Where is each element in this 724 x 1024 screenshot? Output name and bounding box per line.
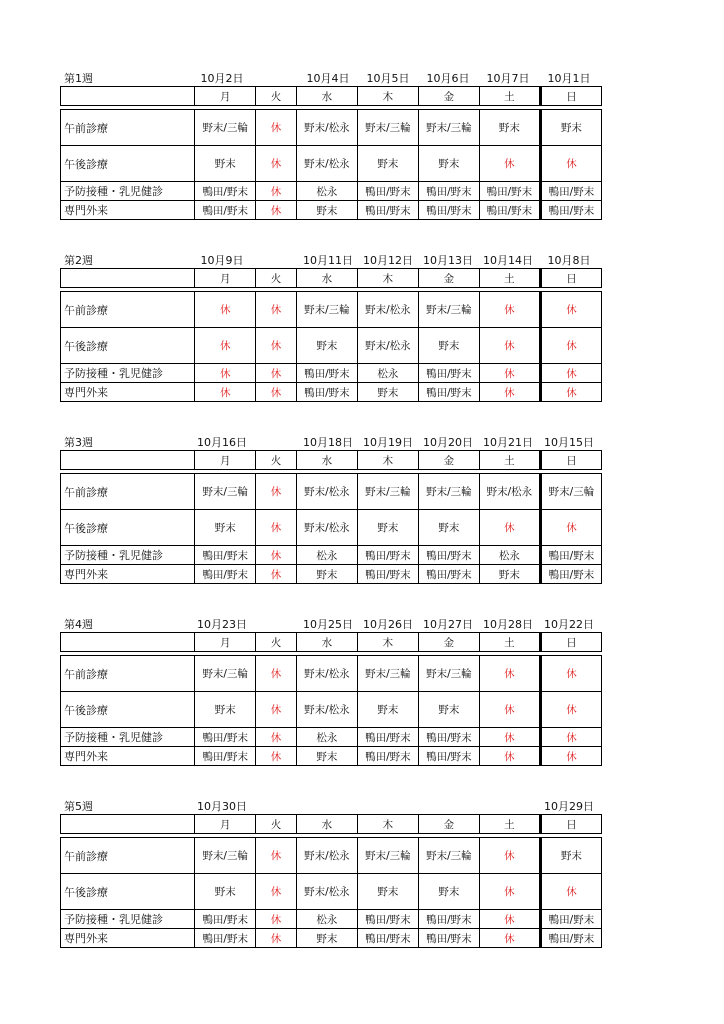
schedule-row	[61, 656, 602, 692]
date-label: 10月13日	[423, 254, 473, 267]
schedule-table	[60, 814, 602, 948]
closed-cell: 休	[256, 292, 297, 328]
closed-cell: 休	[540, 292, 601, 328]
doctor-cell: 野末/松永	[296, 110, 357, 146]
doctor-cell: 鴨田/野末	[540, 182, 601, 201]
doctor-cell: 鴨田/野末	[195, 201, 256, 220]
doctor-cell: 野末	[418, 692, 479, 728]
schedule-row	[61, 474, 602, 510]
doctor-cell: 野末	[195, 146, 256, 182]
closed-cell: 休	[256, 565, 297, 584]
date-label: 10月7日	[486, 72, 530, 85]
closed-cell: 休	[479, 874, 540, 910]
doctor-cell: 松永	[357, 364, 418, 383]
week-block	[60, 250, 602, 402]
doctor-cell: 野末	[357, 692, 418, 728]
doctor-cell: 鴨田/野末	[540, 565, 601, 584]
closed-cell: 休	[256, 182, 297, 201]
schedule-row	[61, 910, 602, 929]
day-header: 土	[479, 87, 540, 106]
schedule-row	[61, 565, 602, 584]
closed-cell: 休	[195, 383, 256, 402]
day-header: 日	[540, 633, 601, 652]
doctor-cell: 野末	[418, 328, 479, 364]
row-label: 専門外来	[61, 747, 195, 766]
doctor-cell: 野末/松永	[357, 328, 418, 364]
doctor-cell: 鴨田/野末	[418, 364, 479, 383]
closed-cell: 休	[195, 328, 256, 364]
closed-cell: 休	[256, 692, 297, 728]
doctor-cell: 鴨田/野末	[195, 565, 256, 584]
date-label: 10月27日	[423, 618, 473, 631]
date-label: 10月26日	[363, 618, 413, 631]
closed-cell: 休	[256, 910, 297, 929]
doctor-cell: 鴨田/野末	[195, 929, 256, 948]
schedule-table	[60, 86, 602, 220]
doctor-cell: 鴨田/野末	[418, 728, 479, 747]
doctor-cell: 野末	[296, 328, 357, 364]
closed-cell: 休	[540, 364, 601, 383]
date-label: 10月1日	[547, 72, 591, 85]
doctor-cell: 野末/三輪	[418, 656, 479, 692]
day-header: 木	[357, 269, 418, 288]
day-header: 水	[296, 87, 357, 106]
date-label: 10月15日	[544, 436, 594, 449]
schedule-row	[61, 146, 602, 182]
schedule-row	[61, 182, 602, 201]
doctor-cell: 野末/松永	[296, 838, 357, 874]
closed-cell: 休	[479, 292, 540, 328]
doctor-cell: 鴨田/野末	[296, 364, 357, 383]
doctor-cell: 鴨田/野末	[540, 546, 601, 565]
closed-cell: 休	[256, 838, 297, 874]
doctor-cell: 野末	[357, 874, 418, 910]
day-header: 月	[195, 633, 256, 652]
doctor-cell: 野末	[540, 110, 601, 146]
day-header: 木	[357, 451, 418, 470]
schedule-table	[60, 450, 602, 584]
doctor-cell: 野末/三輪	[357, 838, 418, 874]
closed-cell: 休	[256, 747, 297, 766]
doctor-cell: 鴨田/野末	[418, 565, 479, 584]
doctor-cell: 鴨田/野末	[540, 201, 601, 220]
week-block	[60, 68, 602, 220]
week-block	[60, 432, 602, 584]
day-header: 日	[540, 87, 601, 106]
date-label: 10月22日	[544, 618, 594, 631]
date-row	[60, 432, 602, 450]
date-row	[60, 250, 602, 268]
schedule-row	[61, 838, 602, 874]
doctor-cell: 鴨田/野末	[357, 910, 418, 929]
schedule-row	[61, 874, 602, 910]
doctor-cell: 鴨田/野末	[418, 383, 479, 402]
date-label: 10月9日	[200, 254, 244, 267]
doctor-cell: 野末	[296, 929, 357, 948]
date-label: 10月30日	[197, 800, 247, 813]
closed-cell: 休	[256, 328, 297, 364]
date-label: 10月8日	[547, 254, 591, 267]
closed-cell: 休	[479, 383, 540, 402]
doctor-cell: 鴨田/野末	[418, 929, 479, 948]
doctor-cell: 鴨田/野末	[296, 383, 357, 402]
date-label: 10月18日	[303, 436, 353, 449]
doctor-cell: 鴨田/野末	[357, 182, 418, 201]
doctor-cell: 鴨田/野末	[357, 747, 418, 766]
doctor-cell: 野末/三輪	[195, 474, 256, 510]
row-label: 予防接種・乳児健診	[61, 546, 195, 565]
closed-cell: 休	[479, 910, 540, 929]
doctor-cell: 野末	[479, 565, 540, 584]
row-label: 予防接種・乳児健診	[61, 182, 195, 201]
date-label: 10月25日	[303, 618, 353, 631]
doctor-cell: 野末	[418, 874, 479, 910]
doctor-cell: 鴨田/野末	[418, 910, 479, 929]
doctor-cell: 松永	[296, 546, 357, 565]
schedule-row	[61, 292, 602, 328]
doctor-cell: 野末	[195, 874, 256, 910]
doctor-cell: 野末/松永	[296, 146, 357, 182]
day-header: 火	[256, 269, 297, 288]
doctor-cell: 鴨田/野末	[195, 747, 256, 766]
doctor-cell: 野末	[357, 383, 418, 402]
doctor-cell: 野末/松永	[357, 292, 418, 328]
row-label: 午前診療	[61, 292, 195, 328]
week-label: 第1週	[64, 72, 93, 85]
week-label: 第3週	[64, 436, 93, 449]
closed-cell: 休	[256, 364, 297, 383]
day-header: 火	[256, 815, 297, 834]
schedule-row	[61, 728, 602, 747]
doctor-cell: 松永	[479, 546, 540, 565]
closed-cell: 休	[195, 292, 256, 328]
closed-cell: 休	[479, 747, 540, 766]
doctor-cell: 野末/松永	[296, 474, 357, 510]
doctor-cell: 野末	[296, 201, 357, 220]
doctor-cell: 鴨田/野末	[540, 910, 601, 929]
date-label: 10月16日	[197, 436, 247, 449]
date-label: 10月12日	[363, 254, 413, 267]
week-label: 第5週	[64, 800, 93, 813]
date-label: 10月11日	[303, 254, 353, 267]
doctor-cell: 鴨田/野末	[540, 929, 601, 948]
closed-cell: 休	[195, 364, 256, 383]
closed-cell: 休	[479, 929, 540, 948]
day-header: 火	[256, 87, 297, 106]
closed-cell: 休	[256, 383, 297, 402]
day-header: 日	[540, 451, 601, 470]
day-header: 月	[195, 269, 256, 288]
day-header-row	[61, 451, 602, 470]
day-header: 日	[540, 269, 601, 288]
day-header: 月	[195, 815, 256, 834]
schedule-row	[61, 546, 602, 565]
row-label: 午後診療	[61, 510, 195, 546]
doctor-cell: 野末	[418, 510, 479, 546]
day-header: 月	[195, 451, 256, 470]
doctor-cell: 野末/三輪	[418, 110, 479, 146]
schedule-row	[61, 747, 602, 766]
doctor-cell: 野末/松永	[479, 474, 540, 510]
doctor-cell: 鴨田/野末	[418, 201, 479, 220]
doctor-cell: 松永	[296, 728, 357, 747]
closed-cell: 休	[479, 692, 540, 728]
week-block	[60, 614, 602, 766]
closed-cell: 休	[256, 874, 297, 910]
day-header-row	[61, 87, 602, 106]
doctor-cell: 鴨田/野末	[357, 929, 418, 948]
doctor-cell: 野末	[357, 510, 418, 546]
date-label: 10月29日	[544, 800, 594, 813]
doctor-cell: 松永	[296, 910, 357, 929]
closed-cell: 休	[540, 146, 601, 182]
doctor-cell: 野末	[479, 110, 540, 146]
closed-cell: 休	[540, 692, 601, 728]
doctor-cell: 鴨田/野末	[357, 201, 418, 220]
closed-cell: 休	[256, 201, 297, 220]
header-corner	[61, 87, 195, 106]
row-label: 午前診療	[61, 474, 195, 510]
closed-cell: 休	[540, 747, 601, 766]
doctor-cell: 野末/三輪	[296, 292, 357, 328]
day-header: 水	[296, 269, 357, 288]
closed-cell: 休	[540, 510, 601, 546]
closed-cell: 休	[256, 929, 297, 948]
closed-cell: 休	[256, 146, 297, 182]
day-header: 金	[418, 633, 479, 652]
day-header: 金	[418, 87, 479, 106]
date-label: 10月2日	[200, 72, 244, 85]
date-label: 10月19日	[363, 436, 413, 449]
date-row	[60, 68, 602, 86]
closed-cell: 休	[256, 510, 297, 546]
closed-cell: 休	[479, 146, 540, 182]
date-label: 10月5日	[366, 72, 410, 85]
schedule-row	[61, 929, 602, 948]
date-row	[60, 796, 602, 814]
closed-cell: 休	[479, 838, 540, 874]
doctor-cell: 野末	[418, 146, 479, 182]
date-label: 10月4日	[306, 72, 350, 85]
day-header: 水	[296, 451, 357, 470]
schedule-table	[60, 632, 602, 766]
day-header-row	[61, 269, 602, 288]
day-header: 月	[195, 87, 256, 106]
day-header: 木	[357, 815, 418, 834]
schedule-row	[61, 201, 602, 220]
schedule-row	[61, 110, 602, 146]
row-label: 専門外来	[61, 929, 195, 948]
date-label: 10月20日	[423, 436, 473, 449]
closed-cell: 休	[256, 728, 297, 747]
row-label: 午前診療	[61, 656, 195, 692]
date-label: 10月28日	[483, 618, 533, 631]
schedule-row	[61, 383, 602, 402]
doctor-cell: 野末	[195, 692, 256, 728]
row-label: 午後診療	[61, 874, 195, 910]
week-label: 第4週	[64, 618, 93, 631]
day-header: 水	[296, 815, 357, 834]
day-header: 金	[418, 269, 479, 288]
header-corner	[61, 269, 195, 288]
doctor-cell: 野末	[540, 838, 601, 874]
closed-cell: 休	[479, 728, 540, 747]
day-header: 木	[357, 633, 418, 652]
doctor-cell: 鴨田/野末	[195, 546, 256, 565]
closed-cell: 休	[479, 510, 540, 546]
week-block	[60, 796, 602, 948]
doctor-cell: 野末	[296, 747, 357, 766]
schedule-row	[61, 510, 602, 546]
day-header: 火	[256, 633, 297, 652]
closed-cell: 休	[540, 328, 601, 364]
header-corner	[61, 815, 195, 834]
doctor-cell: 野末	[357, 146, 418, 182]
date-label: 10月21日	[483, 436, 533, 449]
doctor-cell: 野末/三輪	[418, 838, 479, 874]
doctor-cell: 野末/松永	[296, 692, 357, 728]
row-label: 午後診療	[61, 328, 195, 364]
closed-cell: 休	[540, 728, 601, 747]
day-header: 金	[418, 451, 479, 470]
day-header: 木	[357, 87, 418, 106]
doctor-cell: 野末/三輪	[357, 656, 418, 692]
row-label: 専門外来	[61, 201, 195, 220]
closed-cell: 休	[256, 656, 297, 692]
doctor-cell: 野末/松永	[296, 656, 357, 692]
day-header: 土	[479, 269, 540, 288]
closed-cell: 休	[256, 546, 297, 565]
day-header: 火	[256, 451, 297, 470]
day-header: 金	[418, 815, 479, 834]
row-label: 予防接種・乳児健診	[61, 364, 195, 383]
schedule-row	[61, 364, 602, 383]
row-label: 専門外来	[61, 383, 195, 402]
doctor-cell: 野末/三輪	[195, 110, 256, 146]
header-corner	[61, 633, 195, 652]
row-label: 午後診療	[61, 692, 195, 728]
doctor-cell: 鴨田/野末	[418, 546, 479, 565]
doctor-cell: 野末/三輪	[195, 656, 256, 692]
row-label: 専門外来	[61, 565, 195, 584]
day-header-row	[61, 815, 602, 834]
date-label: 10月6日	[426, 72, 470, 85]
day-header: 土	[479, 815, 540, 834]
doctor-cell: 鴨田/野末	[195, 182, 256, 201]
row-label: 午後診療	[61, 146, 195, 182]
doctor-cell: 鴨田/野末	[479, 201, 540, 220]
doctor-cell: 鴨田/野末	[195, 910, 256, 929]
doctor-cell: 野末/松永	[296, 874, 357, 910]
day-header: 土	[479, 633, 540, 652]
date-row	[60, 614, 602, 632]
doctor-cell: 野末	[195, 510, 256, 546]
closed-cell: 休	[540, 383, 601, 402]
row-label: 予防接種・乳児健診	[61, 728, 195, 747]
doctor-cell: 野末/三輪	[357, 110, 418, 146]
doctor-cell: 松永	[296, 182, 357, 201]
doctor-cell: 鴨田/野末	[357, 728, 418, 747]
closed-cell: 休	[540, 656, 601, 692]
doctor-cell: 野末/三輪	[418, 292, 479, 328]
day-header-row	[61, 633, 602, 652]
closed-cell: 休	[479, 328, 540, 364]
date-label: 10月14日	[483, 254, 533, 267]
doctor-cell: 野末/三輪	[418, 474, 479, 510]
week-label: 第2週	[64, 254, 93, 267]
doctor-cell: 野末/三輪	[540, 474, 601, 510]
schedule-table	[60, 268, 602, 402]
header-corner	[61, 451, 195, 470]
doctor-cell: 鴨田/野末	[357, 546, 418, 565]
doctor-cell: 野末/松永	[296, 510, 357, 546]
closed-cell: 休	[256, 474, 297, 510]
closed-cell: 休	[479, 364, 540, 383]
day-header: 水	[296, 633, 357, 652]
closed-cell: 休	[479, 656, 540, 692]
schedule-row	[61, 692, 602, 728]
row-label: 午前診療	[61, 838, 195, 874]
doctor-cell: 鴨田/野末	[418, 182, 479, 201]
doctor-cell: 鴨田/野末	[357, 565, 418, 584]
doctor-cell: 鴨田/野末	[479, 182, 540, 201]
closed-cell: 休	[540, 874, 601, 910]
doctor-cell: 鴨田/野末	[418, 747, 479, 766]
schedule-row	[61, 328, 602, 364]
day-header: 日	[540, 815, 601, 834]
date-label: 10月23日	[197, 618, 247, 631]
doctor-cell: 野末	[296, 565, 357, 584]
day-header: 土	[479, 451, 540, 470]
row-label: 午前診療	[61, 110, 195, 146]
row-label: 予防接種・乳児健診	[61, 910, 195, 929]
doctor-cell: 野末/三輪	[357, 474, 418, 510]
closed-cell: 休	[256, 110, 297, 146]
doctor-cell: 野末/三輪	[195, 838, 256, 874]
doctor-cell: 鴨田/野末	[195, 728, 256, 747]
